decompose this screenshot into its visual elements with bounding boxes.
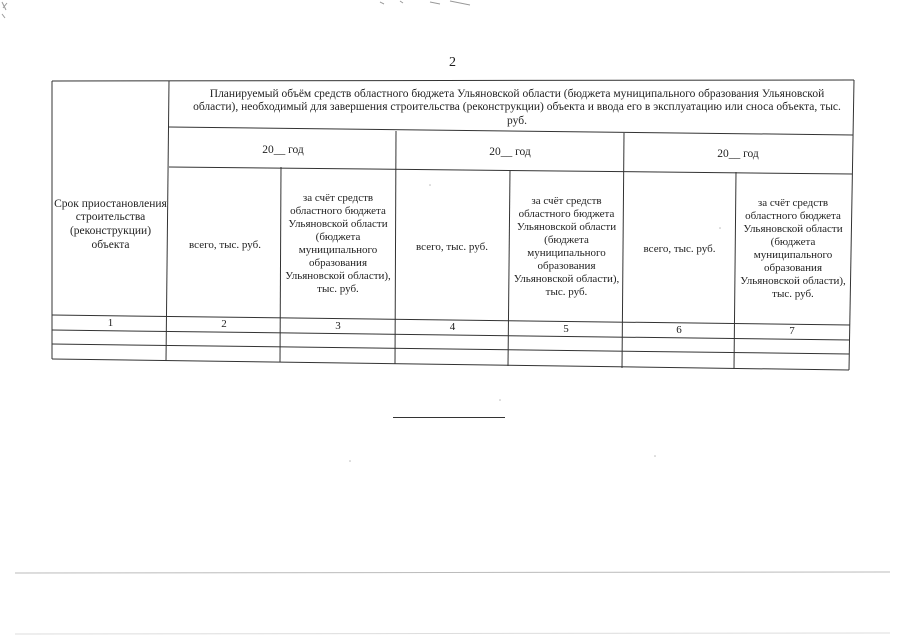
column-number-2: 2: [221, 317, 227, 330]
column-number-1: 1: [107, 316, 114, 329]
subheader-regional-2: за счёт средств областного бюджета Ульяновской области (бюджета муниципального образования Ульяновской области), тыс. руб.: [513, 195, 620, 298]
group-header-planned-budget: Планируемый объём средств областного бюджета Ульяновской области (бюджета муниципального образования Ульяновской области), необходимый для завершения строительства (реконструкции) объекта и ввода его в эксплуатацию или сноса объекта, тыс. руб.: [193, 87, 841, 127]
column-number-6: 6: [676, 323, 682, 336]
column-number-3: 3: [335, 319, 341, 332]
subheader-total-1: всего, тыс. руб.: [189, 238, 261, 251]
closing-line: [393, 417, 505, 418]
page-number: 2: [449, 55, 456, 70]
column-number-5: 5: [563, 322, 569, 335]
year-header-1: 20__ год: [262, 144, 304, 157]
subheader-regional-3: за счёт средств областного бюджета Ульяновской области (бюджета муниципального образования Ульяновской области), тыс. руб.: [740, 197, 846, 300]
column-number-4: 4: [449, 320, 456, 333]
row-header-suspension-period: Срок приостановления строительства (реконструкции) объекта: [54, 197, 167, 251]
subheader-regional-1: за счёт средств областного бюджета Ульяновской области (бюджета муниципального образования Ульяновской области), тыс. руб.: [285, 192, 391, 295]
year-header-2: 20__ год: [489, 146, 531, 159]
subheader-total-3: всего, тыс. руб.: [643, 242, 716, 255]
subheader-total-2: всего, тыс. руб.: [416, 240, 488, 253]
column-number-7: 7: [789, 324, 795, 337]
year-header-3: 20__ год: [717, 148, 759, 161]
